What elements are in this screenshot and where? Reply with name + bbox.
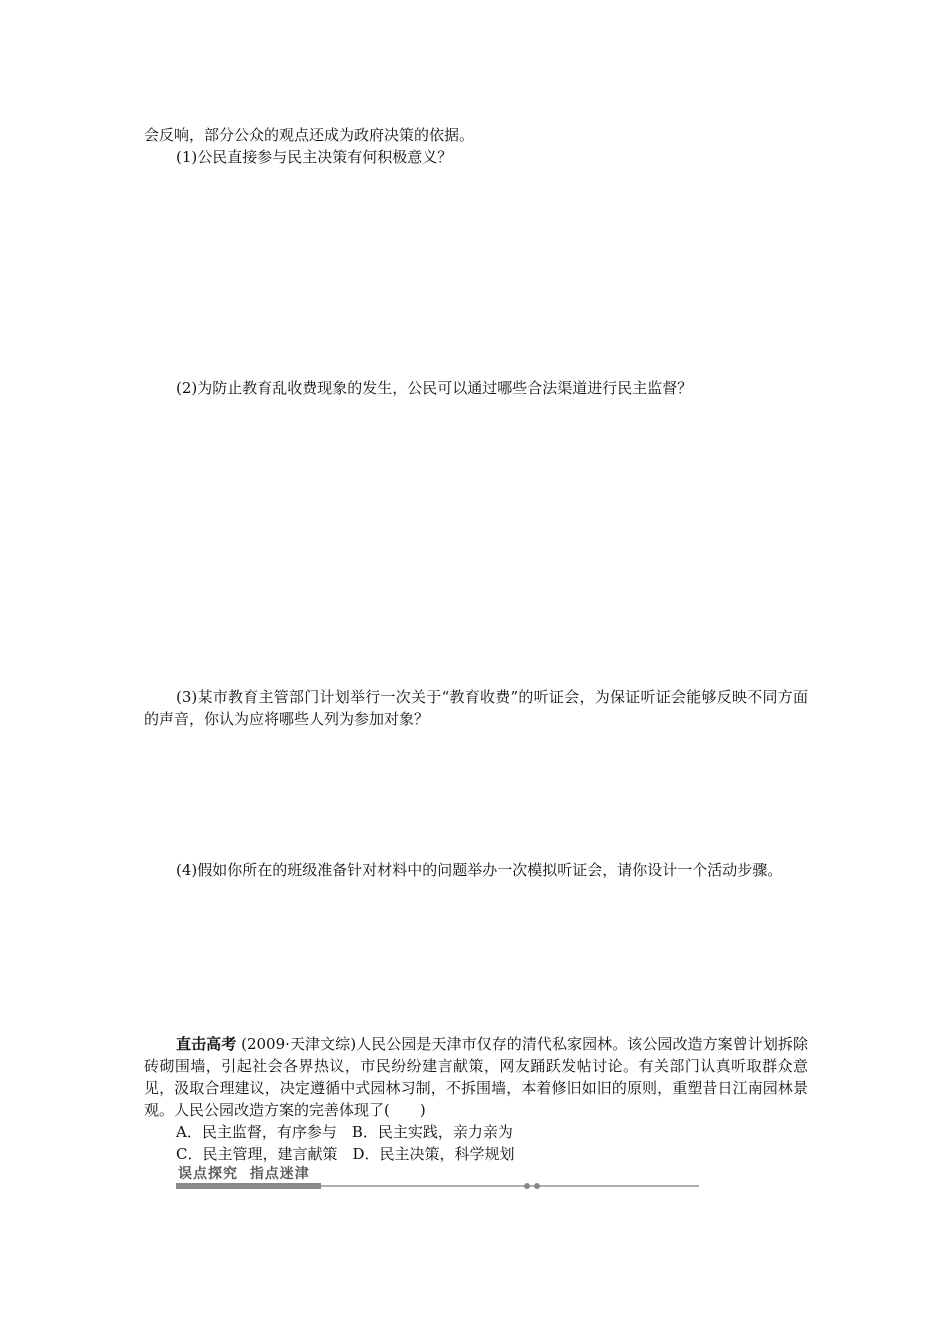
gaokao-question (144, 1033, 808, 1121)
gaokao-stem: 人民公园是天津市仅存的清代私家园林。该公园改造方案曾计划拆除砖砌围墙，引起社会各界热议，市民纷纷建言献策，网友踊跃发帖讨论。有关部门认真听取群众意见，汲取合理建议，决定遵循中式园林习制，不拆围墙，本着修旧如旧的原则，重塑昔日江南园林景观。人民公园改造方案的完善体现了( ) (144, 1035, 808, 1119)
section-banner-line (321, 1185, 699, 1187)
intro-tail-text: 会反响，部分公众的观点还成为政府决策的依据。 (144, 126, 475, 144)
options-row-2: C．民主管理，建言献策 D．民主决策，科学规划 (176, 1145, 515, 1163)
options-row-1: A．民主监督，有序参与 B．民主实践，亲力亲为 (176, 1123, 513, 1141)
question-4: (4)假如你所在的班级准备针对材料中的问题举办一次模拟听证会，请你设计一个活动步骤。 (176, 861, 783, 879)
section-banner (176, 1163, 546, 1193)
section-banner-title: 误点探究 指点迷津 (178, 1166, 310, 1182)
section-banner-bar (176, 1183, 321, 1189)
gaokao-source: (2009·天津文综) (241, 1035, 357, 1053)
question-1: (1)公民直接参与民主决策有何积极意义？ (176, 148, 453, 166)
section-banner-dot (534, 1183, 540, 1189)
question-3: (3)某市教育主管部门计划举行一次关于“教育收费”的听证会，为保证听证会能够反映不同方面的声音，你认为应将哪些人列为参加对象？ (144, 688, 808, 728)
gaokao-label: 直击高考 (176, 1035, 237, 1053)
section-banner-dot (524, 1183, 530, 1189)
question-2: (2)为防止教育乱收费现象的发生，公民可以通过哪些合法渠道进行民主监督？ (176, 379, 693, 397)
